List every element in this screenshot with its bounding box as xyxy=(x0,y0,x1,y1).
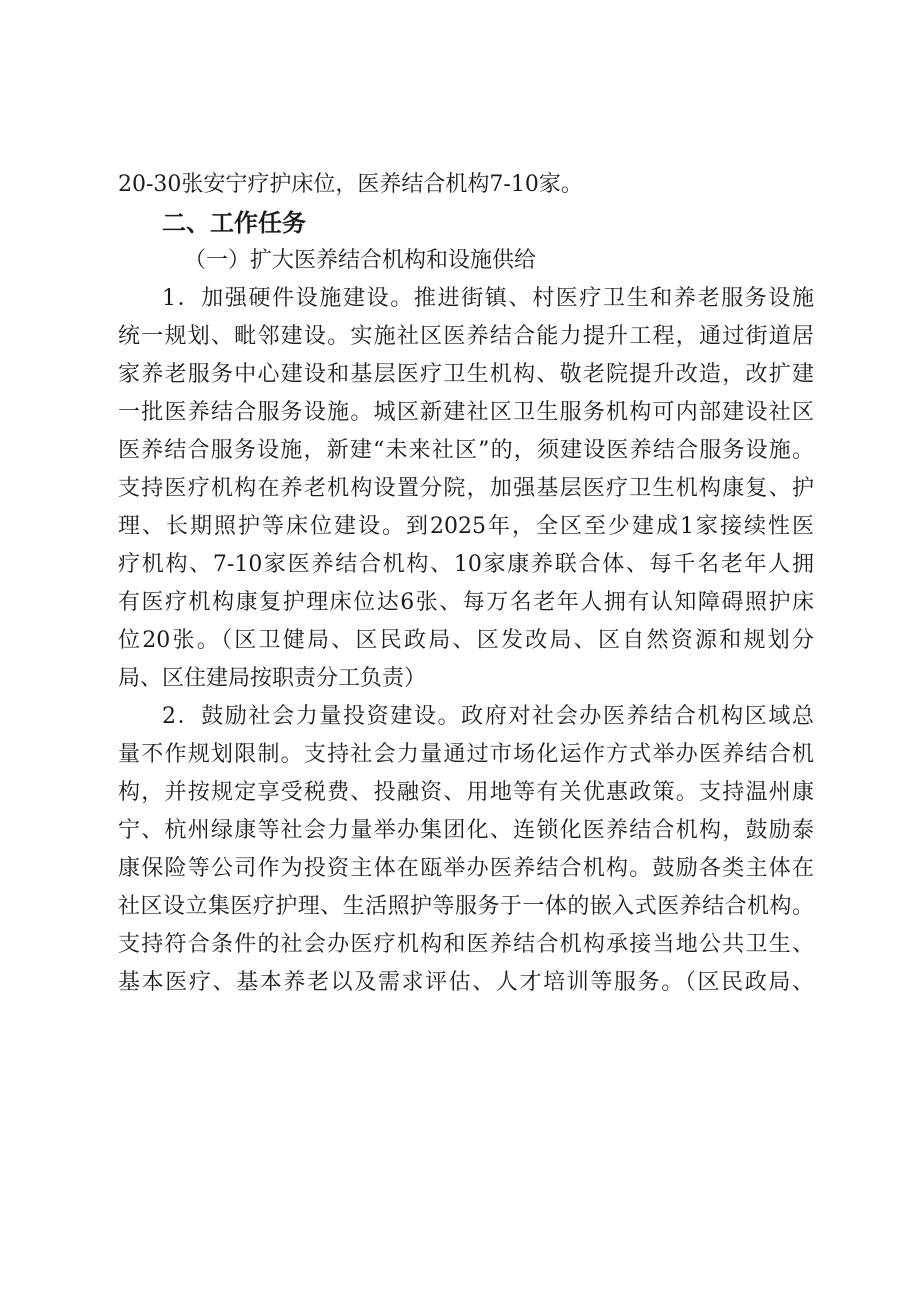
paragraph-line: 构，并按规定享受税费、投融资、用地等有关优惠政策。支持温州康 xyxy=(118,780,814,805)
document-body xyxy=(118,166,814,1002)
paragraph-line: 有医疗机构康复护理床位达6张、每万名老年人拥有认知障碍照护床 xyxy=(118,590,814,615)
paragraph-line: 社区设立集医疗护理、生活照护等服务于一体的嵌入式医养结合机构。 xyxy=(118,894,814,919)
paragraph-social-investment xyxy=(118,698,814,1002)
paragraph-line: 支持符合条件的社会办医疗机构和医养结合机构承接当地公共卫生、 xyxy=(118,932,814,957)
paragraph-line: 位20张。（区卫健局、区民政局、区发改局、区自然资源和规划分 xyxy=(118,628,814,653)
paragraph-line: 医养结合服务设施，新建“未来社区”的，须建设医养结合服务设施。 xyxy=(118,438,814,463)
paragraph-line: 一批医养结合服务设施。城区新建社区卫生服务机构可内部建设社区 xyxy=(118,400,814,425)
section-heading: 二、工作任务 xyxy=(162,209,306,237)
paragraph-line: 1．加强硬件设施建设。推进街镇、村医疗卫生和养老服务设施 xyxy=(162,286,814,311)
paragraph-line: 支持医疗机构在养老机构设置分院，加强基层医疗卫生机构康复、护 xyxy=(118,476,814,501)
paragraph-line: 2．鼓励社会力量投资建设。政府对社会办医养结合机构区域总 xyxy=(162,704,814,729)
paragraph-hardware-construction xyxy=(118,280,814,698)
paragraph-line: 康保险等公司作为投资主体在瓯举办医养结合机构。鼓励各类主体在 xyxy=(118,856,814,881)
subsection-heading: （一）扩大医养结合机构和设施供给 xyxy=(184,248,537,273)
paragraph-line: 统一规划、毗邻建设。实施社区医养结合能力提升工程，通过街道居 xyxy=(118,324,814,349)
paragraph-line: 理、长期照护等床位建设。到2025年，全区至少建成1家接续性医 xyxy=(118,514,814,539)
paragraph-line: 量不作规划限制。支持社会力量通过市场化运作方式举办医养结合机 xyxy=(118,742,814,767)
paragraph-line: 局、区住建局按职责分工负责） xyxy=(118,666,427,691)
paragraph-line: 宁、杭州绿康等社会力量举办集团化、连锁化医养结合机构，鼓励泰 xyxy=(118,818,814,843)
paragraph-line: 家养老服务中心建设和基层医疗卫生机构、敬老院提升改造，改扩建 xyxy=(118,362,814,387)
paragraph-line: 疗机构、7-10家医养结合机构、10家康养联合体、每千名老年人拥 xyxy=(118,552,814,577)
paragraph-line: 基本医疗、基本养老以及需求评估、人才培训等服务。（区民政局、 xyxy=(118,970,814,995)
intro-line: 20-30张安宁疗护床位，医养结合机构7-10家。 xyxy=(118,172,583,197)
